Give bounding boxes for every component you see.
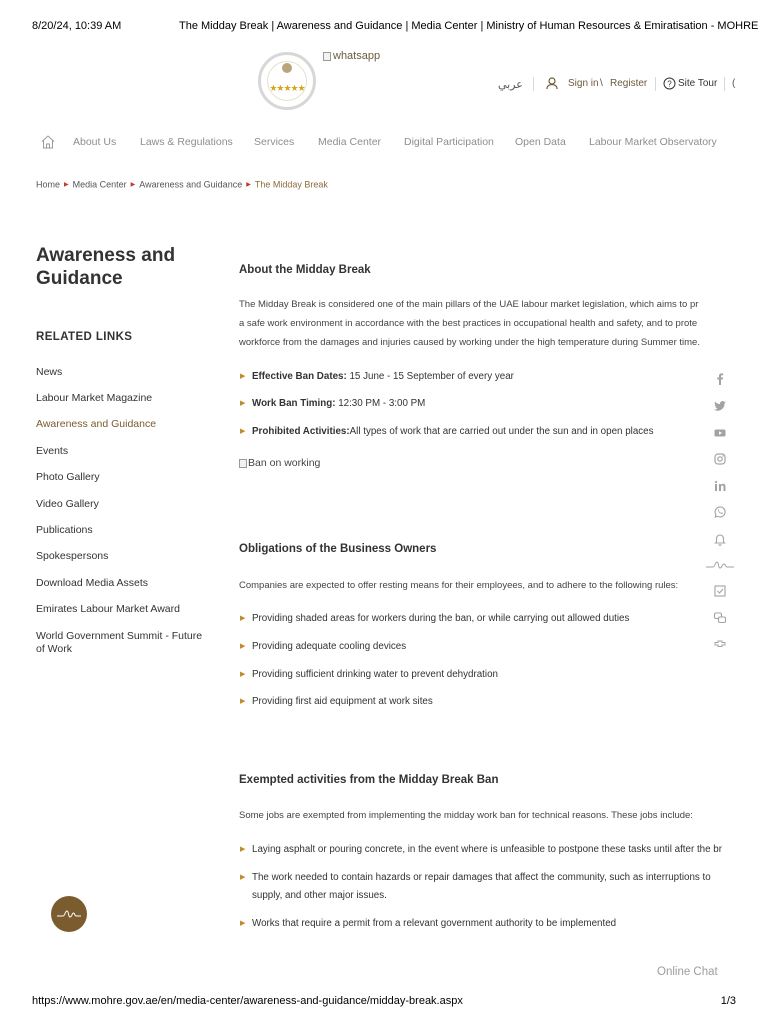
register-link[interactable]: Register [610, 78, 648, 89]
print-footer [32, 995, 736, 1009]
sidebar-title: Awareness and Guidance [36, 245, 176, 289]
ban-timing-value: 12:30 PM - 3:00 PM [335, 398, 426, 409]
chat-bubbles-icon[interactable] [709, 609, 731, 627]
exempted-text: Works that require a permit from a relevant government authority to be implemented [252, 918, 617, 929]
nav-item-media-center[interactable]: Media Center [318, 136, 382, 148]
svg-text:?: ? [667, 79, 672, 89]
ban-dates-value: 15 June - 15 September of every year [346, 371, 514, 382]
bullet-arrow-icon: ▶ [240, 698, 246, 705]
related-link-labour-market-magazine[interactable]: Labour Market Magazine [36, 392, 153, 404]
exempted-text: Laying asphalt or pouring concrete, in the event where is unfeasible to postpone these tasks until after the br [252, 844, 722, 855]
nav-item-digital-participation[interactable]: Digital Participation [404, 136, 494, 148]
logo-emblem [282, 63, 292, 73]
related-link-news[interactable]: News [36, 366, 63, 378]
arabic-language-link[interactable]: عربي [498, 79, 523, 91]
breadcrumb-arrow-icon: ▶ [130, 182, 136, 189]
help-icon [663, 77, 676, 93]
exempted-item [239, 841, 735, 859]
facebook-icon[interactable] [709, 370, 731, 388]
ban-dates-label: Effective Ban Dates: [252, 371, 347, 382]
related-links-title: RELATED LINKS [36, 331, 133, 343]
print-page-number: 1/3 [720, 995, 736, 1007]
sign-language-icon[interactable] [709, 635, 731, 653]
online-chat-button[interactable]: Online Chat [657, 966, 718, 978]
bullet-arrow-icon: ▶ [240, 373, 246, 380]
prohibited-activities-item [239, 423, 735, 441]
youtube-icon[interactable] [709, 424, 731, 442]
related-link-world-government-summit[interactable]: World Government Summit - Future of Work [36, 630, 203, 655]
nav-item-services[interactable]: Services [254, 136, 295, 148]
truncated-item[interactable]: ( [732, 78, 736, 89]
obligation-text: Providing first aid equipment at work sites [252, 696, 433, 707]
logo-stars: ★★★★★ [269, 83, 305, 93]
survey-icon[interactable] [709, 582, 731, 600]
about-paragraph-line: a safe work environment in accordance with the best practices in occupational health and safety, and to prote [239, 318, 698, 329]
obligations-intro: Companies are expected to offer resting means for their employees, and to adhere to the following rules: [239, 580, 679, 591]
about-midday-break-heading: About the Midday Break [239, 264, 371, 276]
breadcrumb-media-center[interactable]: Media Center [72, 179, 127, 190]
home-icon[interactable] [40, 134, 56, 150]
bullet-arrow-icon: ▶ [240, 671, 246, 678]
exempted-text: supply, and other major issues. [252, 890, 387, 901]
nav-item-labour-market-observatory[interactable]: Labour Market Observatory [589, 136, 717, 148]
breadcrumb-arrow-icon: ▶ [64, 182, 69, 189]
obligation-item [239, 638, 735, 656]
obligation-item [239, 666, 735, 684]
obligations-heading: Obligations of the Business Owners [239, 543, 437, 555]
main-navigation [40, 134, 738, 154]
exempted-item [239, 869, 735, 887]
obligation-text: Providing adequate cooling devices [252, 641, 407, 652]
broken-image-icon [323, 52, 331, 61]
exempted-text: The work needed to contain hazards or repair damages that affect the community, such as interruptions to [252, 872, 711, 883]
twitter-icon[interactable] [709, 397, 731, 415]
exempted-item-continued [239, 887, 735, 905]
sign-in-link[interactable]: Sign in [568, 78, 599, 89]
exempted-item [239, 915, 735, 933]
user-icon [546, 77, 558, 93]
obligation-item [239, 693, 735, 711]
mohre-logo[interactable] [258, 52, 316, 110]
exempted-intro: Some jobs are exempted from implementing the midday work ban for technical reasons. These jobs include: [239, 810, 693, 821]
ban-on-working-image [239, 457, 320, 469]
ban-timing-item [239, 395, 735, 413]
related-link-emirates-labour-market-award[interactable]: Emirates Labour Market Award [36, 603, 180, 615]
site-tour-link[interactable]: Site Tour [678, 78, 718, 89]
utility-bar [498, 77, 738, 93]
breadcrumb [36, 179, 328, 190]
prohibited-activities-value: All types of work that are carried out under the sun and in open places [349, 426, 654, 437]
whatsapp-image[interactable] [323, 50, 380, 62]
bullet-arrow-icon: ▶ [240, 428, 246, 435]
bullet-arrow-icon: ▶ [240, 874, 246, 881]
bell-icon[interactable] [709, 530, 731, 548]
divider [724, 77, 725, 91]
related-link-video-gallery[interactable]: Video Gallery [36, 498, 99, 510]
auth-separator: \ [600, 78, 603, 89]
bullet-arrow-icon: ▶ [240, 400, 246, 407]
instagram-icon[interactable] [709, 450, 731, 468]
breadcrumb-home[interactable]: Home [36, 179, 61, 190]
divider [655, 77, 656, 91]
floating-signature-button[interactable] [51, 896, 87, 932]
whatsapp-icon[interactable] [709, 503, 731, 521]
bullet-arrow-icon: ▶ [240, 643, 246, 650]
obligation-item [239, 610, 735, 628]
signature-icon[interactable] [705, 556, 735, 574]
nav-item-laws-regulations[interactable]: Laws & Regulations [140, 136, 233, 148]
signature-icon [56, 907, 82, 921]
bullet-arrow-icon: ▶ [240, 846, 246, 853]
related-link-events[interactable]: Events [36, 445, 69, 457]
obligation-text: Providing sufficient drinking water to prevent dehydration [252, 669, 498, 680]
ban-timing-label: Work Ban Timing: [252, 398, 336, 409]
related-link-download-media-assets[interactable]: Download Media Assets [36, 577, 149, 589]
related-link-photo-gallery[interactable]: Photo Gallery [36, 471, 100, 483]
related-link-publications[interactable]: Publications [36, 524, 93, 536]
related-link-spokespersons[interactable]: Spokespersons [36, 550, 109, 562]
whatsapp-image-alt: whatsapp [333, 50, 381, 62]
linkedin-icon[interactable] [709, 477, 731, 495]
breadcrumb-current: The Midday Break [254, 179, 328, 190]
print-header [32, 20, 759, 34]
nav-item-open-data[interactable]: Open Data [515, 136, 566, 148]
related-link-awareness-guidance[interactable]: Awareness and Guidance [36, 418, 157, 430]
about-paragraph-line: workforce from the damages and injuries caused by working under the high temperature during Summer time. [239, 337, 700, 348]
obligation-text: Providing shaded areas for workers during the ban, or while carrying out allowed duties [252, 613, 630, 624]
broken-image-icon [239, 459, 247, 468]
print-url: https://www.mohre.gov.ae/en/media-center/awareness-and-guidance/midday-break.aspx [32, 995, 463, 1007]
breadcrumb-arrow-icon: ▶ [246, 182, 251, 189]
print-timestamp: 8/20/24, 10:39 AM [32, 20, 122, 32]
bullet-arrow-icon: ▶ [240, 920, 246, 927]
about-paragraph-line: The Midday Break is considered one of the main pillars of the UAE labour market legislation, which aims to pr [239, 299, 699, 310]
print-page-title: The Midday Break | Awareness and Guidance | Media Center | Ministry of Human Resources & Emiratisation - MOHRE [179, 20, 759, 32]
ban-image-alt: Ban on working [248, 457, 321, 469]
nav-item-about-us[interactable]: About Us [73, 136, 117, 148]
ban-dates-item [239, 368, 735, 386]
divider [533, 77, 534, 91]
exempted-activities-heading: Exempted activities from the Midday Break Ban [239, 774, 499, 786]
breadcrumb-awareness[interactable]: Awareness and Guidance [139, 179, 243, 190]
prohibited-activities-label: Prohibited Activities: [252, 426, 350, 437]
bullet-arrow-icon: ▶ [240, 615, 246, 622]
